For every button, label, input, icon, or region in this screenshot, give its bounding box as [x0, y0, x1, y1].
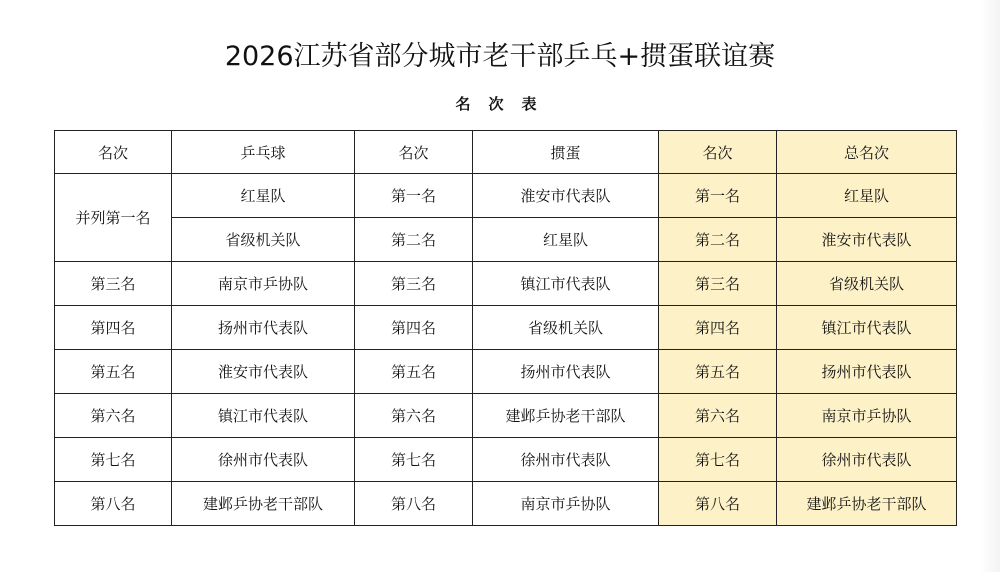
table-row [55, 350, 957, 394]
table-cell: 第五名 [659, 350, 777, 394]
table-cell: 扬州市代表队 [172, 306, 355, 350]
table-header-row [55, 131, 957, 174]
table-cell: 第八名 [659, 482, 777, 526]
table-cell: 淮安市代表队 [473, 174, 659, 218]
table-cell: 第一名 [355, 174, 473, 218]
table-row [55, 262, 957, 306]
table-row [55, 394, 957, 438]
header-pingpong: 乒乓球 [172, 131, 355, 174]
table-cell: 第四名 [355, 306, 473, 350]
table-cell: 建邺乒协老干部队 [172, 482, 355, 526]
table-cell: 淮安市代表队 [777, 218, 957, 262]
table-row [55, 218, 957, 262]
table-cell: 南京市乒协队 [777, 394, 957, 438]
table-cell: 第七名 [355, 438, 473, 482]
table-cell: 第四名 [55, 306, 172, 350]
table-cell: 徐州市代表队 [172, 438, 355, 482]
table-row [55, 174, 957, 218]
page-title: 2026江苏省部分城市老干部乒乓+掼蛋联谊赛 [224, 41, 776, 72]
table-cell: 第七名 [55, 438, 172, 482]
table-cell: 省级机关队 [777, 262, 957, 306]
table-cell: 第五名 [355, 350, 473, 394]
table-cell: 第六名 [55, 394, 172, 438]
table-cell: 省级机关队 [473, 306, 659, 350]
tie-first-cell: 并列第一名 [55, 174, 172, 262]
table-cell: 第四名 [659, 306, 777, 350]
table-cell: 第六名 [659, 394, 777, 438]
header-guandan: 掼蛋 [473, 131, 659, 174]
table-cell: 建邺乒协老干部队 [777, 482, 957, 526]
table-cell: 第八名 [355, 482, 473, 526]
table-cell: 淮安市代表队 [172, 350, 355, 394]
table-cell: 建邺乒协老干部队 [473, 394, 659, 438]
ranking-table [54, 130, 957, 526]
table-cell: 徐州市代表队 [777, 438, 957, 482]
table-cell: 第三名 [55, 262, 172, 306]
table-cell: 南京市乒协队 [473, 482, 659, 526]
table-cell: 镇江市代表队 [777, 306, 957, 350]
header-rank-pingpong: 名次 [55, 131, 172, 174]
table-cell: 第八名 [55, 482, 172, 526]
table-cell: 第七名 [659, 438, 777, 482]
header-rank-overall: 名次 [659, 131, 777, 174]
table-cell: 南京市乒协队 [172, 262, 355, 306]
page-edge-shadow [980, 0, 1000, 572]
table-cell: 扬州市代表队 [473, 350, 659, 394]
header-overall: 总名次 [777, 131, 957, 174]
page-subtitle: 名次表 [455, 95, 555, 113]
table-row [55, 306, 957, 350]
table-cell: 第三名 [659, 262, 777, 306]
table-cell: 徐州市代表队 [473, 438, 659, 482]
table-cell: 第一名 [659, 174, 777, 218]
table-cell: 镇江市代表队 [172, 394, 355, 438]
table-cell: 红星队 [473, 218, 659, 262]
table-cell: 第二名 [659, 218, 777, 262]
table-cell: 第三名 [355, 262, 473, 306]
table-cell: 第二名 [355, 218, 473, 262]
table-cell: 镇江市代表队 [473, 262, 659, 306]
table-cell: 第五名 [55, 350, 172, 394]
table-cell: 省级机关队 [172, 218, 355, 262]
header-rank-guandan: 名次 [355, 131, 473, 174]
table-cell: 第六名 [355, 394, 473, 438]
table-row [55, 438, 957, 482]
table-row [55, 482, 957, 526]
table-cell: 红星队 [777, 174, 957, 218]
table-cell: 扬州市代表队 [777, 350, 957, 394]
table-cell: 红星队 [172, 174, 355, 218]
